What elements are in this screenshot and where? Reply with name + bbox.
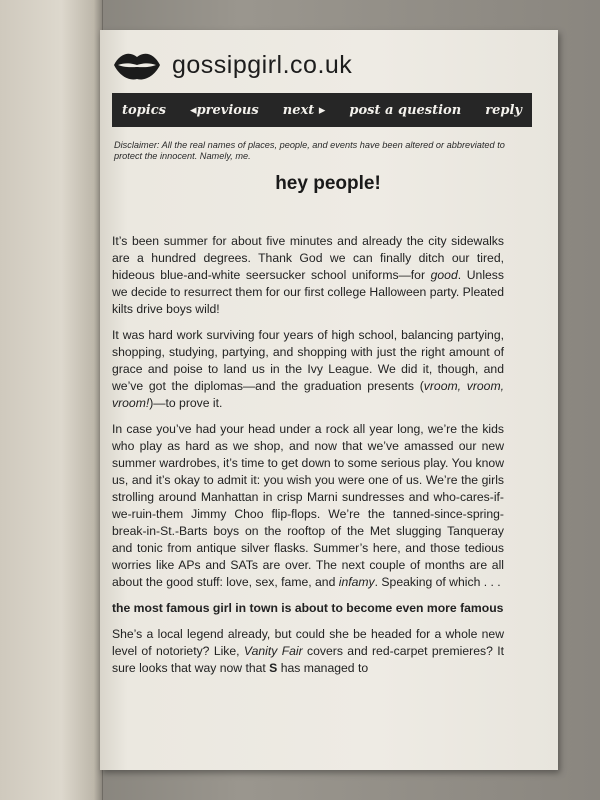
post-body — [112, 233, 504, 686]
nav-reply[interactable]: reply — [485, 102, 522, 118]
disclaimer: Disclaimer: All the real names of places, people, and events have been altered or abbreviated to protect the innocent. Namely, me. — [114, 140, 505, 161]
p1-text-a: It’s been summer for about five minutes and already the city sidewalks are a hundred degrees. Thank God we can finally ditch our tired, hideous blue-and-white seersucker school uniforms—for — [112, 234, 504, 282]
paragraph-3 — [112, 421, 504, 591]
p3-text-b: . Speaking of which . . . — [374, 575, 501, 589]
nav-previous[interactable] — [190, 103, 259, 118]
p4-text-b: covers and red-carpet premieres? It sure looks that way now that — [112, 644, 504, 675]
nav-previous-label: previous — [196, 102, 259, 118]
nav-post-question[interactable]: post a question — [349, 102, 462, 118]
nav-next-label: next — [282, 102, 315, 118]
p3-text-a: In case you’ve had your head under a rock all year long, we’re the kids who play as hard as we shop, and now that we’ve amassed our new summer wardrobes, it’s time to get down to some serious play. You know us, and it’s okay to admit it: you wish you were one of us. We’re the girls strolling around Manhattan in crisp Marni sundresses and who-cares-if-we-ruin-them Jimmy Choo flip-flops. We’re the tanned-since-spring-break-in-St.-Barts boys on the rooftop of the Met slugging Tanqueray and tonic from antique silver flasks. Summer’s here, and those tedious worries like APs and SATs are over. The next couple of months are all about the good stuff: love, sex, fame, and — [112, 422, 504, 589]
page-content — [112, 30, 544, 770]
p1-text-b: . Unless we decide to resurrect them for our first college Halloween party. Pleated kilts drive boys wild! — [112, 268, 504, 316]
section-subhead: the most famous girl in town is about to become even more famous — [112, 601, 504, 615]
p3-emphasis: infamy — [338, 575, 375, 589]
nav-bar — [112, 93, 532, 127]
p2-text-b: )—to prove it. — [149, 396, 223, 410]
nav-next[interactable] — [283, 103, 326, 118]
post-heading: hey people! — [275, 173, 381, 194]
p4-strong: S — [269, 661, 278, 675]
p4-text-c: has managed to — [277, 661, 369, 675]
nav-topics[interactable]: topics — [122, 102, 166, 118]
p4-emphasis: Vanity Fair — [243, 644, 303, 658]
right-arrow-icon: ▸ — [318, 102, 326, 118]
site-header — [112, 40, 544, 90]
p2-emphasis: vroom, vroom, vroom! — [112, 379, 504, 410]
p4-text-a: She’s a local legend already, but could she be headed for a whole new level of notoriety? Like, — [112, 627, 504, 658]
paragraph-2 — [112, 327, 504, 412]
previous-page-edge — [0, 0, 103, 800]
paragraph-1 — [112, 233, 504, 318]
p1-emphasis: good — [430, 268, 458, 282]
lips-icon — [112, 45, 162, 85]
p2-text-a: It was hard work surviving four years of high school, balancing partying, shopping, studying, partying, and shopping with just the right amount of grace and poise to land us in the Ivy League. We did it, though, and we’ve got the diplomas—and the graduation presents ( — [112, 328, 504, 393]
paragraph-4 — [112, 626, 504, 677]
site-title[interactable]: gossipgirl.co.uk — [172, 50, 353, 79]
left-arrow-icon: ◂ — [190, 102, 197, 118]
book-page — [100, 30, 558, 770]
